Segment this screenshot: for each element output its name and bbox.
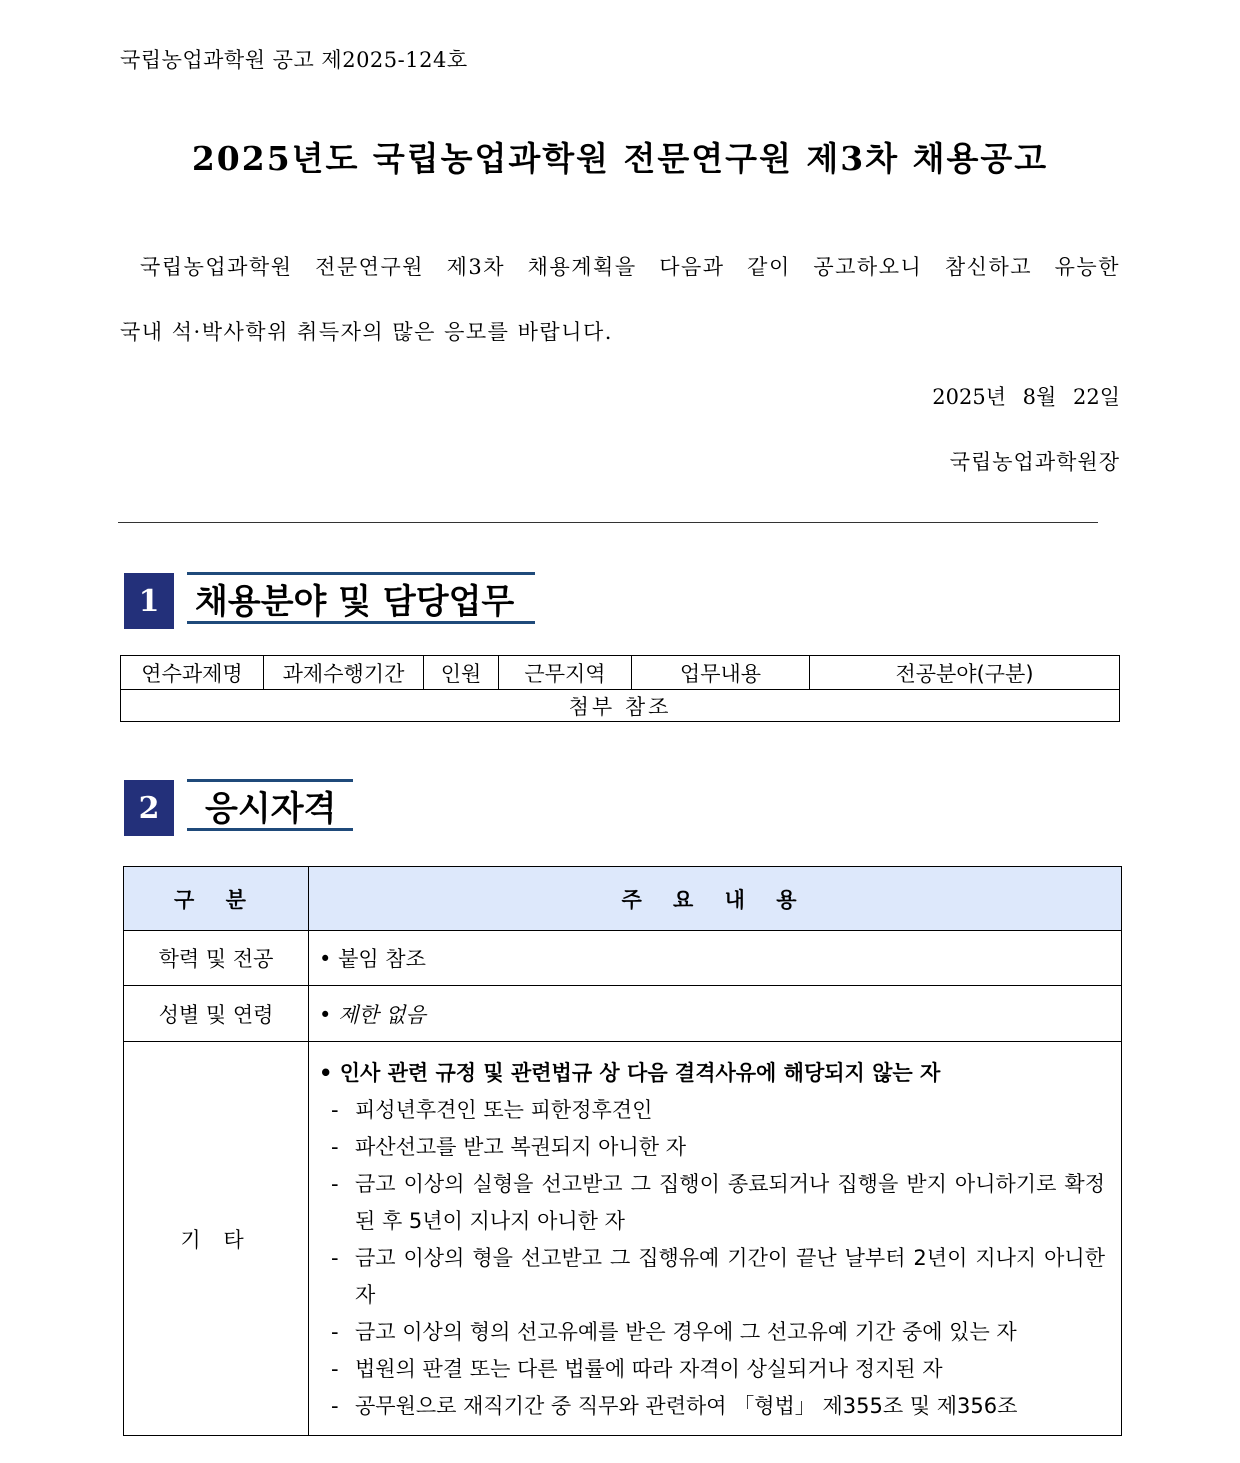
row-content: • 제한 없음 bbox=[309, 986, 1122, 1042]
intro-line-2: 국내 석·박사학위 취득자의 많은 응모를 바랍니다. bbox=[120, 320, 613, 344]
list-item-text: 공무원으로 재직기간 중 직무와 관련하여 「형법」 제355조 및 제356조 bbox=[355, 1393, 1018, 1418]
list-item-text: 금고 이상의 형의 선고유예를 받은 경우에 그 선고유예 기간 중에 있는 자 bbox=[355, 1319, 1017, 1344]
notice-date: 2025년 8월 22일 bbox=[932, 385, 1120, 409]
col-header: 연수과제명 bbox=[121, 656, 264, 690]
qualification-table bbox=[123, 866, 1122, 1436]
intro-line-1: 국립농업과학원 전문연구원 제3차 채용계획을 다음과 같이 공고하오니 참신하고 유능한 bbox=[140, 255, 1120, 279]
section-1-number: 1 bbox=[124, 573, 174, 629]
issuer: 국립농업과학원장 bbox=[949, 450, 1120, 474]
list-item: - 금고 이상의 형을 선고받고 그 집행유예 기간이 끝난 날부터 2년이 지나지 아니한 자 bbox=[319, 1240, 1105, 1314]
list-item: - 법원의 판결 또는 다른 법률에 따라 자격이 상실되거나 정지된 자 bbox=[319, 1351, 1105, 1388]
list-item-text: 파산선고를 받고 복권되지 아니한 자 bbox=[355, 1134, 686, 1159]
attachment-note: 첨부 참조 bbox=[121, 690, 1120, 722]
list-item: - 피성년후견인 또는 피한정후견인 bbox=[319, 1092, 1105, 1129]
row-content: • 붙임 참조 bbox=[309, 931, 1122, 986]
list-item-text: 금고 이상의 형을 선고받고 그 집행유예 기간이 끝난 날부터 2년이 지나지 아니한 자 bbox=[355, 1245, 1105, 1307]
list-item-text: 금고 이상의 실형을 선고받고 그 집행이 종료되거나 집행을 받지 아니하기로 확정된 후 5년이 지나지 아니한 자 bbox=[355, 1171, 1105, 1233]
table-row bbox=[124, 1042, 1122, 1436]
col-header: 인원 bbox=[424, 656, 499, 690]
table-row bbox=[124, 931, 1122, 986]
row-category: 기 타 bbox=[124, 1042, 309, 1436]
list-item: - 금고 이상의 형의 선고유예를 받은 경우에 그 선고유예 기간 중에 있는 자 bbox=[319, 1314, 1105, 1351]
table-header-row bbox=[124, 867, 1122, 931]
row-content-text: 붙임 참조 bbox=[338, 947, 426, 971]
recruitment-field-table bbox=[120, 655, 1120, 722]
col-header: 업무내용 bbox=[632, 656, 810, 690]
disqualification-heading-text: 인사 관련 규정 및 관련법규 상 다음 결격사유에 해당되지 않는 자 bbox=[339, 1060, 941, 1085]
disqualification-heading: • 인사 관련 규정 및 관련법규 상 다음 결격사유에 해당되지 않는 자 bbox=[319, 1060, 941, 1085]
col-header: 과제수행기간 bbox=[264, 656, 424, 690]
content-header: 주 요 내 용 bbox=[309, 867, 1122, 931]
list-item: - 파산선고를 받고 복권되지 아니한 자 bbox=[319, 1129, 1105, 1166]
document-title: 2025년도 국립농업과학원 전문연구원 제3차 채용공고 bbox=[191, 139, 1049, 178]
list-item-text: 법원의 판결 또는 다른 법률에 따라 자격이 상실되거나 정지된 자 bbox=[355, 1356, 943, 1381]
list-item: - 공무원으로 재직기간 중 직무와 관련하여 「형법」 제355조 및 제356조 bbox=[319, 1388, 1105, 1425]
divider bbox=[118, 522, 1098, 523]
col-header: 근무지역 bbox=[499, 656, 632, 690]
list-item: - 금고 이상의 실형을 선고받고 그 집행이 종료되거나 집행을 받지 아니하기로 확정된 후 5년이 지나지 아니한 자 bbox=[319, 1166, 1105, 1240]
col-header: 전공분야(구분) bbox=[810, 656, 1120, 690]
row-category: 성별 및 연령 bbox=[124, 986, 309, 1042]
category-header: 구 분 bbox=[124, 867, 309, 931]
table-header-row bbox=[121, 656, 1120, 690]
row-content-text: 제한 없음 bbox=[338, 1002, 426, 1027]
section-2-title: 응시자격 bbox=[187, 779, 353, 831]
section-2-number: 2 bbox=[124, 780, 174, 836]
row-content bbox=[309, 1042, 1122, 1436]
table-row bbox=[124, 986, 1122, 1042]
section-1-title: 채용분야 및 담당업무 bbox=[187, 572, 535, 624]
notice-number: 국립농업과학원 공고 제2025-124호 bbox=[120, 48, 468, 72]
row-category: 학력 및 전공 bbox=[124, 931, 309, 986]
table-row bbox=[121, 690, 1120, 722]
list-item-text: 피성년후견인 또는 피한정후견인 bbox=[355, 1097, 653, 1122]
